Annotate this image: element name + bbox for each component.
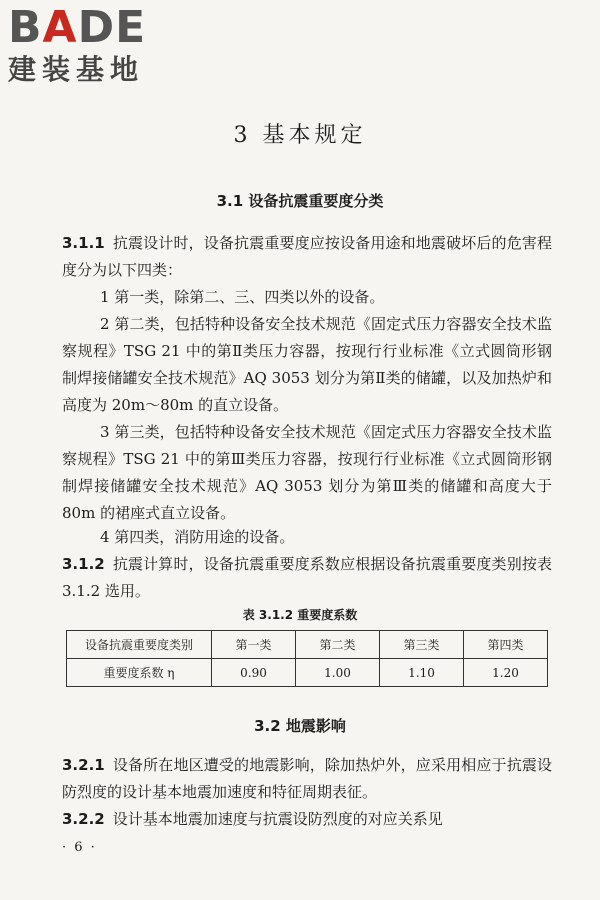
clause-3-2-2 — [62, 806, 552, 833]
list-item-4: 4 第四类，消防用途的设备。 — [100, 528, 295, 546]
table-cell: 0.90 — [212, 659, 296, 687]
list-item-1: 1 第一类，除第二、三、四类以外的设备。 — [100, 288, 385, 306]
clause-number: 3.1.2 — [62, 555, 105, 573]
section-title-3-1: 3.1 设备抗震重要度分类 — [216, 192, 384, 210]
clause-number: 3.2.1 — [62, 756, 105, 774]
clause-3-2-1 — [62, 752, 552, 806]
list-item-2: 2 第二类，包括特种设备安全技术规范《固定式压力容器安全技术监察规程》TSG 21 中的第Ⅱ类压力容器，按现行行业标准《立式圆筒形钢制焊接储罐安全技术规范》AQ 3053 划分为第Ⅱ类的储罐，以及加热炉和高度为 20m～80m 的直立设备。 — [62, 315, 552, 414]
logo-subtitle: 建装基地 — [8, 53, 145, 86]
clause-3-1-1 — [62, 230, 552, 284]
clause-text: 抗震设计时，设备抗震重要度应按设备用途和地震破坏后的危害程度分为以下四类： — [62, 234, 552, 279]
table-header: 第一类 — [212, 631, 296, 659]
clause-number: 3.2.2 — [62, 810, 105, 828]
clause-3-1-2 — [62, 551, 552, 605]
table-header: 第三类 — [380, 631, 464, 659]
clause-text: 设计基本地震加速度与抗震设防烈度的对应关系见 — [112, 810, 443, 828]
logo-wordmark: BADE — [8, 2, 147, 53]
table-header: 第四类 — [464, 631, 548, 659]
table-cell: 1.20 — [464, 659, 548, 687]
clause-text: 抗震计算时，设备抗震重要度系数应根据设备抗震重要度类别按表 3.1.2 选用。 — [62, 555, 552, 600]
table-header-row — [67, 631, 548, 659]
table-header: 设备抗震重要度类别 — [67, 631, 212, 659]
table-cell: 1.10 — [380, 659, 464, 687]
clause-text: 设备所在地区遭受的地震影响，除加热炉外，应采用相应于抗震设防烈度的设计基本地震加速度和特征周期表征。 — [62, 756, 552, 801]
list-item-3: 3 第三类，包括特种设备安全技术规范《固定式压力容器安全技术监察规程》TSG 21 中的第Ⅲ类压力容器，按现行行业标准《立式圆筒形钢制焊接储罐安全技术规范》AQ 3053 划分为第Ⅲ类的储罐和高度大于 80m 的裙座式直立设备。 — [62, 423, 552, 522]
table-header: 第二类 — [296, 631, 380, 659]
row-label: 重要度系数 η — [67, 659, 212, 687]
table-row — [67, 659, 548, 687]
bade-logo — [8, 2, 178, 86]
chapter-title: 3 基本规定 — [233, 123, 367, 148]
importance-coefficient-table — [66, 630, 548, 687]
table-caption: 表 3.1.2 重要度系数 — [242, 608, 358, 622]
clause-number: 3.1.1 — [62, 234, 105, 252]
section-title-3-2: 3.2 地震影响 — [254, 717, 346, 735]
table-cell: 1.00 — [296, 659, 380, 687]
page-number: · 6 · — [62, 840, 97, 855]
